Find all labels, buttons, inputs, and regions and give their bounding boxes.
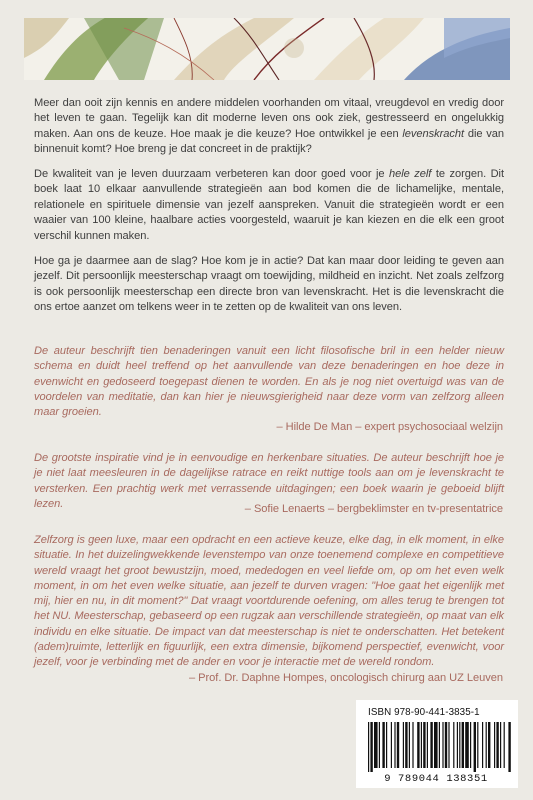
intro-paragraph-2-end: te zorgen. Dit boek laat 10 elkaar aanvullende strategieën aan bod komen die de lichamelijke, mentale, relationele en spirituele dimensie van jezelf aanspreken. Vanuit die strategieën wordt er een waaier van 100 kleine, haalbare acties voorgesteld, waaruit je kan kiezen en die elk een groot verschil kunnen maken. [34, 168, 505, 242]
barcode-bar [370, 722, 372, 772]
intro-paragraph-3-text: Hoe ga je daarmee aan de slag? Hoe kom je in actie? Dat kan maar door leiding te geven aan jezelf. Dit persoonlijk meesterschap vraagt om toewijding, mildheid en inzicht. Net zoals zelfzorg is ook persoonlijk meesterschap een directe bron van levenskracht. Het is die levenskracht die ons ertoe aanzet om telkens weer in te zetten op de kwaliteit van ons leven. [34, 255, 504, 314]
barcode-bar [448, 722, 449, 768]
intro-paragraph-1 [34, 96, 504, 158]
intro-emphasis-hele-zelf: hele zelf [389, 168, 432, 180]
cover-art-banner [24, 18, 510, 80]
barcode-bar [442, 722, 443, 768]
barcode-bar [494, 722, 495, 768]
barcode-bar [474, 722, 476, 772]
barcode-bar [427, 722, 428, 768]
barcode-bar [394, 722, 395, 768]
intro-paragraph-3 [34, 254, 504, 316]
barcode-bar [462, 722, 464, 768]
barcode-bar [405, 722, 407, 768]
barcode-bar [434, 722, 438, 768]
barcode-digits: 9 789044 138351 [384, 773, 488, 785]
barcode-bar [397, 722, 399, 768]
intro-emphasis-levenskracht: levenskracht [402, 127, 465, 140]
barcode-bar [386, 722, 387, 768]
barcode-bar [382, 722, 384, 768]
endorsement-attribution-1: – Hilde De Man – expert psychosociaal welzijn [276, 421, 503, 433]
endorsement-quote-1: De auteur beschrijft tien benaderingen vanuit een licht filosofische bril in een helder nieuw schema en duidt heel treffend op het aanvullende van deze benaderingen en hoe deze in evenwicht en gedoseerd toegepast dienen te worden. En als je nog niet overtuigd was van de voordelen van meditatie, dan kan hier je nieuwsgierigheid naar deze vorm van zelfzorg alleen maar groeien. [34, 345, 504, 419]
barcode-bar [465, 722, 469, 768]
barcode-bar [508, 722, 510, 772]
barcode-bar [430, 722, 432, 768]
barcode-bar [488, 722, 490, 768]
barcode-bar [482, 722, 483, 768]
endorsement-quote-3: Zelfzorg is geen luxe, maar een opdracht en een actieve keuze, elke dag, in elk moment, in elke situatie. In het duizelingwekkende levenstempo van onze toenemend complexe en competitieve wereld vraagt het groot bewustzijn, moed, mededogen en veel liefde om, op om het even welk moment, in om het even welke situatie, aan jezelf te durven vragen: "Hoe gaat het eigenlijk met mij, hier en nu, in dit moment?" Dat vraagt voortdurende oefening, om alles terug te brengen tot het NU. Meesterschap, gebaseerd op een rugzak aan verschillende strategieën, op maat van elk individu en elke situatie. De impact van dat meesterschap is niet te onderschatten. Het betekent (adem)ruimte, letterlijk en figuurlijk, een extra dimensie, bijkomend perspectief, evenwicht, voor jezelf, voor je verbinding met de ander en voor je interactie met de wereld rondom. [34, 534, 504, 669]
barcode-bar [374, 722, 378, 768]
barcode-bar [459, 722, 460, 768]
isbn-label: ISBN 978-90-441-3835-1 [368, 707, 480, 718]
barcode-bar [403, 722, 404, 768]
barcode-bar [368, 722, 369, 772]
barcode-bar [391, 722, 392, 768]
barcode-bar [445, 722, 447, 768]
barcode-bar [500, 722, 501, 768]
barcode-bar [417, 722, 419, 768]
barcode-bar [439, 722, 440, 768]
barcode-bar [412, 722, 413, 768]
endorsement-attribution-2: – Sofie Lenaerts – bergbeklimster en tv-presentatrice [244, 503, 503, 515]
barcode-bar [457, 722, 458, 768]
endorsement-attribution-3: – Prof. Dr. Daphne Hompes, oncologisch chirurg aan UZ Leuven [189, 672, 503, 684]
barcode-bar [504, 722, 505, 768]
intro-paragraph-2-start: De kwaliteit van je leven duurzaam verbeteren kan door goed voor je [34, 168, 390, 180]
barcode-bar [486, 722, 487, 768]
barcode-bar [379, 722, 380, 768]
barcode-bar [470, 722, 471, 768]
intro-paragraph-2 [34, 167, 504, 244]
barcode-bar [423, 722, 425, 768]
barcode [366, 722, 512, 772]
abstract-artwork [24, 18, 510, 80]
intro-paragraph-1-start: Meer dan ooit zijn kennis en andere middelen voorhanden om vitaal, vreugdevol en vredig door het leven te gaan. Tegelijk kan dit moderne leven ons ook ziek, gestresseerd en ongelukkig maken. Aan ons de keuze. Hoe maak je die keuze? Hoe ontwikkel je een [34, 97, 504, 140]
barcode-bar [453, 722, 454, 768]
barcode-bar [496, 722, 498, 768]
intro-paragraph-1-end: die van binnenuit komt? Hoe breng je dat concreet in de praktijk? [34, 127, 504, 156]
barcode-bar [477, 722, 478, 768]
barcode-bar [409, 722, 410, 768]
barcode-bar [421, 722, 422, 768]
endorsement-quote-2: De grootste inspiratie vind je in eenvoudige en herkenbare situaties. De auteur beschrijft hoe je je niet laat meesleuren in de dagelijkse ratrace en reikt nuttige tools aan om je levenskracht te versterken. Een prachtig werk met verrassende uitdagingen; een boek waarin je geboeid blijft lezen. [34, 452, 504, 510]
